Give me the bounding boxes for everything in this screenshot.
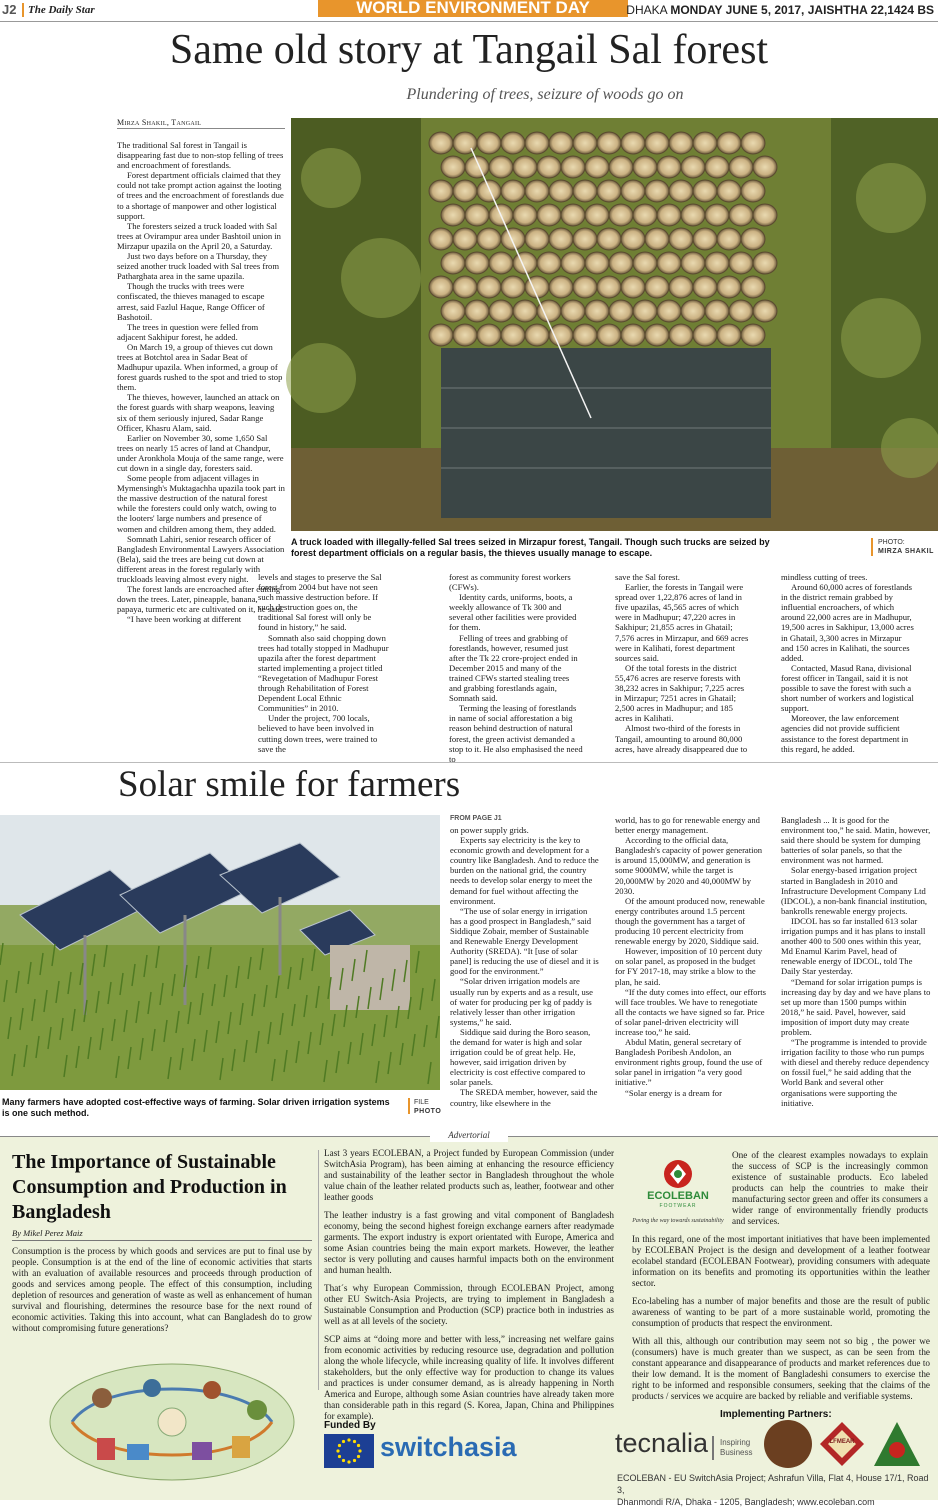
article1-column-4 (615, 572, 749, 754)
log-end (729, 252, 753, 274)
tecnalia-logo: tecnalia (615, 1428, 709, 1458)
log-end (609, 252, 633, 274)
log-end (441, 156, 465, 178)
paragraph: Abdul Matin, general secretary of Bangladesh Poribesh Andolon, an environment rights group, found the use of solar panel in irrigation “a very good initiative.” (615, 1037, 763, 1088)
log-end (657, 204, 681, 226)
advert-paragraph: Last 3 years ECOLEBAN, a Project funded by European Commission (under SwitchAsia Program), has been aiming at enhancing the resource efficiency and sustainability of the leather sector in Bangladesh throughout the whole value chain of the leather related products such as, leather, footwear and other leather goods (324, 1148, 614, 1202)
log-end (513, 204, 537, 226)
log-end (453, 276, 477, 298)
log-end (441, 204, 465, 226)
log-end (717, 228, 741, 250)
solar-headline: Solar smile for farmers (118, 764, 461, 805)
log-end (453, 132, 477, 154)
log-end (693, 180, 717, 202)
eu-star (357, 1455, 360, 1458)
log-end (753, 204, 777, 226)
advert-footer (617, 1472, 937, 1508)
paragraph: Earlier on November 30, some 1,650 Sal trees on nearly 15 acres of land at Chandpur, under Aronkhola Mouja of the same range, were cut down in a single day, foresters said. (117, 432, 284, 473)
log-end (573, 228, 597, 250)
solar-photo-credit (414, 1098, 441, 1116)
truck-photo-credit (878, 538, 934, 556)
paragraph: Almost two-third of the forests in Tangail, amounting to around 80,000 acres, have already disappeared due to (615, 723, 748, 754)
log-end (633, 300, 657, 322)
log-end (465, 252, 489, 274)
eu-flag-icon (324, 1434, 374, 1468)
credit-name: MIRZA SHAKIL (878, 548, 934, 555)
advert-headline: The Importance of Sustainable Consumption and Production in Bangladesh (12, 1151, 287, 1223)
log-end (561, 156, 585, 178)
eu-star (342, 1459, 345, 1462)
log-end (525, 324, 549, 346)
credit-accent-bar (871, 538, 873, 556)
advert-paragraph: In this regard, one of the most important initiatives that have been implemented by ECOLEBAN Project is the design and development of a leather footwear ecolabel standard (ECOLEBAN Footwear), providing consumers with adequate information on its benefits and promoting its opportunities within the leather sector. (632, 1234, 930, 1288)
log-end (657, 300, 681, 322)
solar-photo-caption: Many farmers have adopted cost-effective ways of farming. Solar driven irrigation systems is one such method. (2, 1097, 390, 1118)
log-end (609, 300, 633, 322)
log-end (477, 180, 501, 202)
log-end (693, 324, 717, 346)
paragraph: The trees in question were felled from adjacent Sakhipur forest, he added. (117, 321, 259, 342)
advertorial-label: Advertorial (430, 1130, 508, 1142)
log-end (633, 156, 657, 178)
footer-line-1: ECOLEBAN - EU SwitchAsia Project; Ashrafun Villa, Flat 4, House 17/1, Road 3, (617, 1473, 929, 1495)
paragraph: Some people from adjacent villages in Mymensingh's Muktagachha upazila took part in the massive destruction of the natural forest while the foresters could only watch, owing to the looters' large numbers and presence of women and children among them, they added. (117, 473, 285, 534)
credit-label: PHOTO: (878, 539, 905, 546)
paragraph: “The use of solar energy in irrigation has a good prospect in Bangladesh,” said Siddique Zobair, member of Sustainable and Renewable Energy Development Authority (SREDA). “It [use of solar panel] is reducing the use of diesel and it is good for the environment.” (450, 905, 599, 977)
log-end (729, 300, 753, 322)
log-end (573, 276, 597, 298)
advert-paragraph: That´s why European Commission, through ECOLEBAN Project, among other EU Switch-Asia Projects, are trying to implement in Bangladesh a Sustainable Consumption and Production (SCP) practice both in industries as well as at all levels of the society. (324, 1283, 614, 1326)
log-end (465, 204, 489, 226)
log-end (609, 156, 633, 178)
solar-panels-photo (0, 815, 440, 1090)
paragraph: forest as community forest workers (CFWs). (449, 572, 571, 593)
paragraph: on power supply grids. (450, 825, 529, 835)
log-end (669, 324, 693, 346)
eu-star (336, 1449, 339, 1452)
article1-column-1 (117, 140, 285, 625)
log-end (597, 180, 621, 202)
log-end (525, 180, 549, 202)
solar-column-3 (781, 815, 931, 1117)
advert-paragraph: The leather industry is a fast growing and vital component of Bangladesh economy, being the second highest foreign exchange earners after readymade garments. The export industry is export orientated with Europe, America and some Asian countries being the main export markets. However, the leather sector is very polluting and causes harmful impacts both on the environment and human health. (324, 1210, 614, 1275)
log-end (693, 132, 717, 154)
log-end (741, 132, 765, 154)
log-end (477, 228, 501, 250)
log-end (597, 228, 621, 250)
paragraph: The traditional Sal forest in Tangail is disappearing fast due to non-stop felling of trees and encroachment of forestlands. (117, 140, 284, 171)
log-end (729, 156, 753, 178)
eu-star (347, 1438, 350, 1441)
log-end (669, 180, 693, 202)
log-end (597, 276, 621, 298)
tecnalia-sub1: Inspiring (720, 1438, 751, 1447)
truck-photo-caption: A truck loaded with illegally-felled Sal trees seized in Mirzapur forest, Tangail. Though such trucks are seized by forest department officials on a regular basis, the thieves usually manage to escape. (291, 537, 770, 558)
page-number: J2 (2, 2, 17, 17)
log-end (477, 276, 501, 298)
paragraph: Identity cards, uniforms, boots, a weekly allowance of Tk 300 and several other facilities were provided for them. (449, 592, 577, 633)
log-end (753, 300, 777, 322)
advert-right-top: One of the clearest examples nowadays to explain the success of SCP is the increasingly common existence of sustainable products. Eco labeled products can help the countries to make their manufacturing sector green and offer its consumers a wider range of environmentally friendly products and services. (732, 1150, 928, 1226)
log-end (513, 300, 537, 322)
log-end (441, 252, 465, 274)
log-end (501, 276, 525, 298)
paragraph: Under the project, 700 locals, believed to have been involved in cutting down trees, were trained to save the (258, 713, 378, 754)
paragraph: Somnath Lahiri, senior research officer of Bangladesh Environmental Lawyers Association (Bela), said the trees are being cut down at different areas in the forest regularly with truckloads leaving almost every night. (117, 533, 285, 585)
log-end (693, 228, 717, 250)
partner-lfmear-logo (818, 1420, 866, 1468)
log-end (441, 300, 465, 322)
switchasia-logo: switchasia (380, 1432, 517, 1462)
log-end (681, 300, 705, 322)
page-header (0, 0, 938, 22)
eu-star (342, 1440, 345, 1443)
log-end (597, 132, 621, 154)
log-end (729, 204, 753, 226)
log-end (549, 324, 573, 346)
log-end (597, 324, 621, 346)
advert-paragraph: With all this, although our contribution may seem not so big , the power we (consumers) have is much greater than we suspect, as can be seen from the constant appearance and disappearance of products and market references due to their low demand. It is the moment of Bangladeshi consumers to exercise the right to be informed and responsible consumers, seeking that the claims of the products / services we acquire are backed by reliable and verifiable systems. (632, 1336, 930, 1401)
eu-star (353, 1459, 356, 1462)
partner-logo-1 (764, 1420, 812, 1468)
advert-divider-1 (318, 1150, 319, 1390)
log-end (657, 252, 681, 274)
log-end (561, 204, 585, 226)
partner-triangle-icon (872, 1420, 922, 1468)
article1-column-3 (449, 572, 583, 764)
log-end (537, 204, 561, 226)
paragraph: levels and stages to preserve the Sal forest from 2004 but have not seen such massive destruction before. If such destruction goes on, the traditional Sal forest will only be found in history,” he said. (258, 572, 382, 633)
lfmear-wordmark: LFMEAR (829, 1439, 855, 1445)
log-end (753, 156, 777, 178)
paragraph: Just two days before on a Thursday, they seized another truck loaded with Sal trees from Patharghata area in the same upazila. (117, 251, 280, 282)
paragraph: IDCOL has so far installed 613 solar irrigation pumps and it has plans to install another 400 to 500 ones within this year, Md Enamul Karim Pavel, head of renewable energy of IDCOL, told The Daily Star yesterday. (781, 915, 926, 977)
log-end (561, 252, 585, 274)
paragraph: “If the duty comes into effect, our efforts will face troubles. We have to renegotiate all the contacts we have signed so far. Price of solar panel-driven electricity will increase too,” he said. (615, 986, 766, 1037)
article-byline: Mirza Shakil, Tangail (117, 118, 285, 129)
advert-right-text (632, 1234, 930, 1404)
paragraph: Forest department officials claimed that they could not take prompt action against the looting of trees and the encroachment of forestlands due to a shortage of manpower and other logistical support. (117, 170, 284, 221)
log-end (621, 276, 645, 298)
log-end (513, 156, 537, 178)
log-end (717, 276, 741, 298)
log-end (525, 132, 549, 154)
paragraph: Around 60,000 acres of forestlands in the district remain grabbed by influential encroachers, of which around 22,000 acres are in Madhupur, 19,500 acres in Sakhipur, 13,000 acres in Ghatail, 3,300 acres in Mirzapur and 150 acres in Kalihati, the sources added. (781, 582, 914, 663)
consumption-cycle-graphic (42, 1358, 302, 1486)
log-end (561, 300, 585, 322)
solar-credit-label: FILE (414, 1099, 429, 1106)
log-end (429, 276, 453, 298)
paragraph: Moreover, the law enforcement agencies did not provide sufficient assistance to the forest department in this regard, he added. (781, 713, 909, 754)
ecoleban-logo (632, 1152, 724, 1234)
article-subhead: Plundering of trees, seizure of woods go on (406, 86, 684, 103)
advert-paragraph: SCP aims at “doing more and better with less,” increasing net welfare gains from economic activities by reducing resource use, degradation and pollution along the whole lifecycle, while increasing quality of life. It involves different stakeholders, but the only effective way for production to change its values and practices is under consumer demand, as is already happening in North America and Europe, although some Asian countries have already taken more than considerable path in this regard (S. Korea, Japan, China and Philippines for example). (324, 1334, 614, 1421)
log-end (669, 276, 693, 298)
paragraph: Terming the leasing of forestlands in name of social afforestation a big reason behind destruction of natural forest, the green activist demanded a stop to it. He also emphasised the need to (449, 703, 583, 764)
paragraph: The SREDA member, however, said the country, like elsewhere in the (450, 1087, 598, 1108)
solar-credit-name: PHOTO (414, 1108, 442, 1115)
log-end (429, 180, 453, 202)
log-end (465, 156, 489, 178)
paragraph: Contacted, Masud Rana, divisional forest officer in Tangail, said it is not possible to save the forest with such a short number of workers and logistical support. (781, 662, 914, 714)
log-end (717, 180, 741, 202)
eu-star (353, 1440, 356, 1443)
log-end (681, 252, 705, 274)
log-end (489, 156, 513, 178)
log-end (585, 300, 609, 322)
paragraph: “Solar driven irrigation models are usually run by experts and as a result, use of water for producing per kg of paddy is relatively lesser than other irrigation systems,” he said. (450, 976, 593, 1027)
article1-column-2 (258, 572, 392, 754)
paragraph: “Demand for solar irrigation pumps is increasing day by day and we have plans to set up more than 1500 pumps within 2018,” he said. Pavel, however, said imposition of import duty may create problem. (781, 976, 931, 1037)
paragraph: mindless cutting of trees. (781, 572, 868, 582)
log-end (429, 228, 453, 250)
eu-stars-icon (324, 1434, 374, 1468)
paragraph: Earlier, the forests in Tangail were spread over 1,22,876 acres of land in five upazilas, 45,565 acres of which were in Madhupur; 47,220 acres in Sakhipur; 21,855 acres in Ghatail; 7,576 acres in Mirzapur, and 669 acres were in Kalihati, forest department sources said. (615, 582, 749, 663)
paragraph: “Solar energy is a dream for (625, 1087, 722, 1098)
log-end (717, 132, 741, 154)
ecoleban-sub: FOOTWEAR (659, 1203, 697, 1209)
paragraph: Solar energy-based irrigation project started in Bangladesh in 2010 and Infrastructure Development Company Ltd (IDCOL), a non-bank financial institution, bankrolls renewable energy projects. (781, 865, 928, 916)
solar-column-2 (615, 815, 767, 1117)
log-end (669, 228, 693, 250)
solar-credit-accent-bar (408, 1098, 410, 1114)
article-headline: Same old story at Tangail Sal forest (169, 27, 769, 73)
paragraph: According to the official data, Bangladesh's capacity of power generation is around 15,000MW, and generation is some 9000MW, while the target is 20,000MW by 2020 and 40,000MW by 2030. (615, 835, 763, 896)
log-end (717, 324, 741, 346)
log-end (645, 324, 669, 346)
paragraph: However, imposition of 10 percent duty on solar panel, as proposed in the budget for FY 2017-18, may strike a blow to the plan, he said. (615, 946, 763, 987)
log-end (741, 276, 765, 298)
log-end (681, 204, 705, 226)
log-end (501, 324, 525, 346)
log-end (669, 132, 693, 154)
paragraph: The forest lands are encroached after cutting down the trees. Later, pineapple, banana, papaya, turmeric etc are cultivated on it, he said. (117, 584, 284, 615)
log-end (501, 228, 525, 250)
paragraph: Of the amount produced now, renewable energy contributes around 1.5 percent though the government has a target of producing 10 percent electricity from renewable energy by 2020, Siddique said. (615, 895, 765, 947)
log-end (585, 156, 609, 178)
tecnalia-sub2: Business (720, 1448, 753, 1457)
log-end (465, 300, 489, 322)
paragraph: Bangladesh ... It is good for the environment too,” he said. Matin, however, said there should be system for dumping batteries of solar panels, so that the environment was not harmed. (781, 815, 931, 866)
log-end (741, 324, 765, 346)
implementing-partners-label: Implementing Partners: (720, 1409, 832, 1420)
log-end (621, 324, 645, 346)
paragraph: “I have been working at different (127, 614, 242, 625)
log-end (573, 132, 597, 154)
consumption-illustration (42, 1358, 302, 1486)
paragraph: Of the total forests in the district 55,476 acres are reserve forests with 38,232 acres in Sakhipur; 7,225 acres in Mirzapur; 7251 acres in Ghatail; 2,500 acres in Madhupur; and 185 acres in Kalihati. (615, 662, 745, 724)
log-end (573, 324, 597, 346)
log-end (645, 276, 669, 298)
log-end (705, 156, 729, 178)
log-end (489, 252, 513, 274)
log-end (705, 204, 729, 226)
log-end (633, 204, 657, 226)
log-end (645, 180, 669, 202)
footer-line-2: Dhanmondi R/A, Dhaka - 1205, Bangladesh; www.ecoleban.com (617, 1497, 875, 1507)
log-end (525, 228, 549, 250)
paragraph: Experts say electricity is the key to economic growth and development for a country like Bangladesh. And to reduce the burden on the national grid, the country needs to develop solar energy to meet the demand for fuel without affecting the environment. (450, 835, 599, 906)
paragraph: world, has to go for renewable energy and better energy management. (615, 815, 760, 836)
article1-column-5 (781, 572, 916, 754)
dateline-date: MONDAY JUNE 5, 2017, JAISHTHA 22,1424 BS (670, 3, 934, 17)
paragraph: “The programme is intended to provide irrigation facility to those who run pumps with diesel and thereby reduce dependency on fossil fuel,” he said adding that the World Bank and several other organisations were supporting the initiative. (781, 1037, 930, 1108)
partner-logo-3 (872, 1420, 922, 1468)
paragraph: Somnath also said chopping down trees had totally stopped in Madhupur upazila after the forest department started implementing a project titled “Revegetation of Madhupur Forest through Rehabilitation of Forest Dependent Local Ethnic Communities” in 2010. (258, 632, 389, 714)
paragraph: save the Sal forest. (615, 572, 680, 582)
log-end (705, 300, 729, 322)
tecnalia-tagline (720, 1438, 752, 1458)
from-page-label: FROM PAGE J1 (450, 815, 502, 822)
log-end (429, 324, 453, 346)
log-end (585, 204, 609, 226)
log-end (585, 252, 609, 274)
masthead: The Daily Star (28, 4, 95, 16)
paragraph: The foresters seized a truck loaded with Sal trees at Ovirampur area under Bashtoil union in Mirzapur upazila on the April 20, a Saturday. (117, 220, 281, 251)
log-end (477, 132, 501, 154)
ecoleban-tagline: Paving the way towards sustainability (632, 1218, 724, 1224)
advert-byline: By Mikel Perez Maiz (12, 1228, 312, 1241)
log-end (537, 156, 561, 178)
log-end (681, 156, 705, 178)
log-end (501, 180, 525, 202)
log-end (549, 180, 573, 202)
log-end (501, 132, 525, 154)
dateline-city: DHAKA (626, 3, 667, 17)
tecnalia-divider (712, 1436, 714, 1460)
log-end (621, 132, 645, 154)
paragraph: Siddique said during the Boro season, the demand for water is high and solar irrigation could be of great help. He, however, said irrigation driven by electricity is cost effective compared to solar panels. (450, 1026, 591, 1088)
paragraph: The thieves, however, launched an attack on the forest guards with sharp weapons, leaving six of them seriously injured, Sadar Range Officer, Khasru Alam, said. (117, 392, 280, 433)
eu-star (338, 1455, 341, 1458)
log-end (645, 228, 669, 250)
log-end (633, 252, 657, 274)
funded-by-label: Funded By (324, 1420, 376, 1431)
advert-paragraph: Eco-labeling has a number of major benefits and those are the result of public awareness of wanting to be part of a more sustainable world, promoting the consumption of products that respect the environment. (632, 1296, 930, 1328)
log-end (609, 204, 633, 226)
log-end (453, 180, 477, 202)
log-end (705, 252, 729, 274)
log-end (429, 132, 453, 154)
truck-logs-image (291, 118, 938, 531)
log-end (741, 228, 765, 250)
log-end (753, 252, 777, 274)
ecoleban-wordmark: ECOLEBAN (647, 1190, 709, 1202)
log-end (537, 252, 561, 274)
header-accent-bar (22, 3, 24, 17)
eu-star (338, 1444, 341, 1447)
log-end (621, 180, 645, 202)
log-end (453, 324, 477, 346)
log-end (645, 132, 669, 154)
log-end (741, 180, 765, 202)
log-end (693, 276, 717, 298)
paragraph: Though the trucks with trees were confiscated, the thieves managed to escape arrest, said Fazlul Haque, Range Officer of Bashotoil. (117, 281, 265, 322)
log-end (573, 180, 597, 202)
section-banner: WORLD ENVIRONMENT DAY (318, 0, 628, 17)
log-end (549, 132, 573, 154)
paragraph: Felling of trees and grabbing of forestlands, however, resumed just after the Tk 22 crore-project ended in December 2015 and many of the trained CFWs started stealing trees and grabbing forestlands again, Somnath said. (449, 632, 578, 704)
eu-star (347, 1460, 350, 1463)
eu-star (357, 1444, 360, 1447)
advert-middle-text (324, 1148, 614, 1428)
dateline (626, 3, 934, 17)
log-end (453, 228, 477, 250)
log-end (549, 228, 573, 250)
log-end (657, 156, 681, 178)
log-end (477, 324, 501, 346)
truck-logs-photo (291, 118, 938, 531)
advert-intro: Consumption is the process by which goods and services are put to final use by people. Consumption is at the end of the line of economic activities that starts with an evaluation of available resources and proceeds through production of goods and services among people. The effect of this consumption, including depletion of resources and generation of waste as well as enhancement of human survival and flourishing, determines the resource base for the next round of economic activities. Taking this into account, what can Bangladesh do to grow without compromising future generations? (12, 1246, 312, 1333)
log-end (621, 228, 645, 250)
eu-star (358, 1449, 361, 1452)
log-end (549, 276, 573, 298)
solar-panels-image (0, 815, 440, 1090)
log-end (489, 300, 513, 322)
solar-column-1 (450, 825, 600, 1117)
paragraph: On March 19, a group of thieves cut down trees at Botchtol area in Sadar Beat of Madhupur upazila. When informed, a group of forest guards rushed to the spot and tried to stop them. (117, 341, 283, 393)
